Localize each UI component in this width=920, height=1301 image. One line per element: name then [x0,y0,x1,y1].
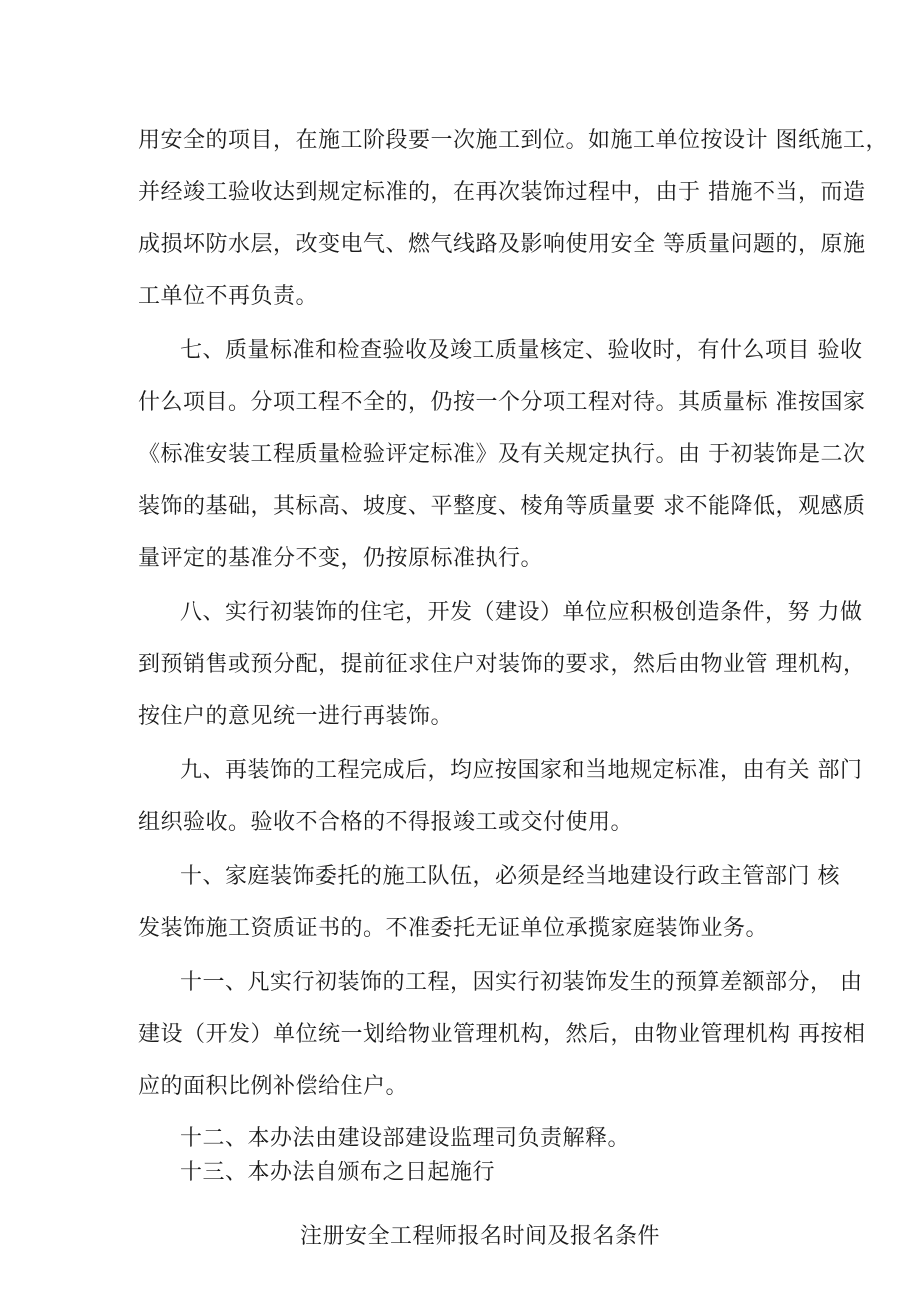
paragraph-line: 应的面积比例补偿给住户。 [138,1074,409,1099]
paragraph-line: 建设（开发）单位统一划给物业管理机构，然后，由物业管理机构 再按相 [138,1022,866,1047]
paragraph-line: 用安全的项目，在施工阶段要一次施工到位。如施工单位按设计 图纸施工， [138,128,888,153]
paragraph-line: 九、再装饰的工程完成后，均应按国家和当地规定标准，由有关 部门 [180,758,863,783]
paragraph-line: 十、家庭装饰委托的施工队伍，必须是经当地建设行政主管部门 核 [180,864,840,889]
paragraph-line: 成损坏防水层，改变电气、燃气线路及影响使用安全 等质量问题的，原施 [138,232,866,257]
paragraph-line: 十二、本办法由建设部建设监理司负责解释。 [180,1126,631,1151]
paragraph-line: 按住户的意见统一进行再装饰。 [138,704,454,729]
paragraph-line: 并经竣工验收达到规定标准的，在再次装饰过程中，由于 措施不当，而造 [138,180,866,205]
paragraph-line: 到预销售或预分配，提前征求住户对装饰的要求，然后由物业管 理机构， [138,652,866,677]
paragraph-line: 工单位不再负责。 [138,284,319,309]
paragraph-line: 《标准安装工程质量检验评定标准》及有关规定执行。由 于初装饰是二次 [138,442,866,467]
paragraph-line: 八、实行初装饰的住宅，开发（建设）单位应积极创造条件，努 力做 [180,600,863,625]
paragraph-line: 十三、本办法自颁布之日起施行 [180,1160,496,1185]
paragraph-line: 什么项目。分项工程不全的，仍按一个分项工程对待。其质量标 准按国家 [138,390,866,415]
paragraph-line: 量评定的基准分不变，仍按原标准执行。 [138,546,544,571]
paragraph-line: 装饰的基础，其标高、坡度、平整度、棱角等质量要 求不能降低，观感质 [138,494,866,519]
paragraph-line: 十一、凡实行初装饰的工程，因实行初装饰发生的预算差额部分， 由 [180,970,863,995]
section-title: 注册安全工程师报名时间及报名条件 [300,1224,661,1249]
paragraph-line: 七、质量标准和检查验收及竣工质量核定、验收时，有什么项目 验收 [180,338,863,363]
paragraph-line: 发装饰施工资质证书的。不准委托无证单位承揽家庭装饰业务。 [138,916,769,941]
paragraph-line: 组织验收。验收不合格的不得报竣工或交付使用。 [138,810,634,835]
